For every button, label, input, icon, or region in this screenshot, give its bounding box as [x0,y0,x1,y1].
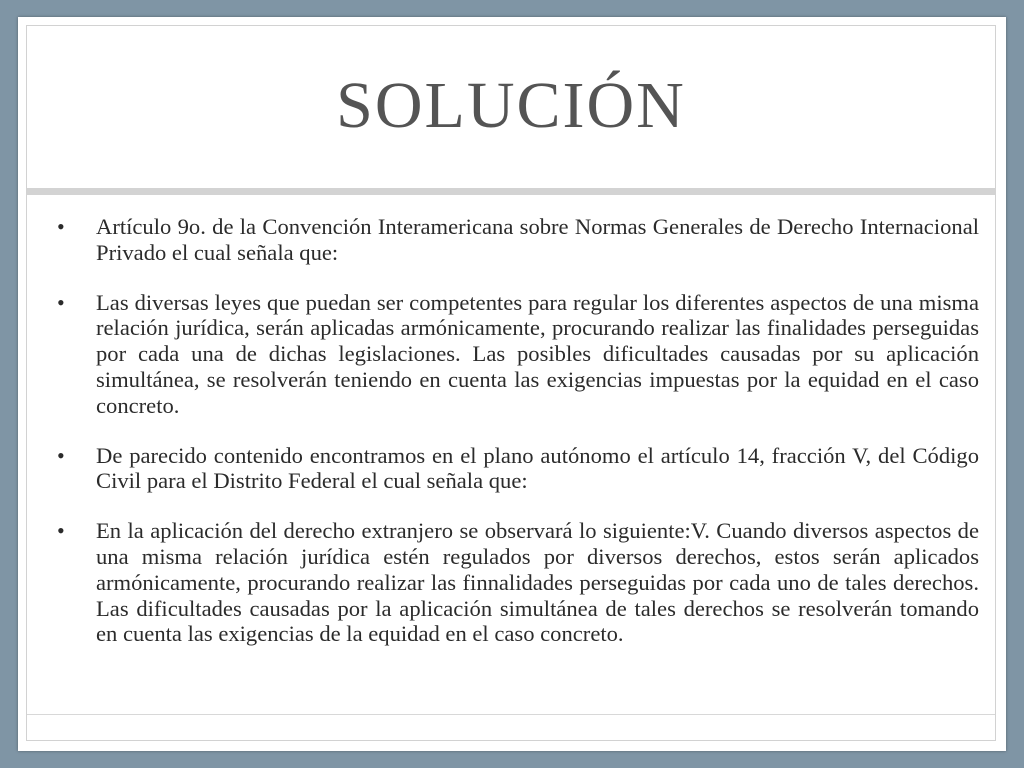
bullet-marker: • [57,214,65,239]
bullet-text: De parecido contenido encontramos en el plano autónomo el artículo 14, fracción V, del Código Civil para el Distrito Federal el cual señala que: [96,442,979,494]
bullet-marker: • [57,289,65,315]
bullet-text: Las diversas leyes que puedan ser competentes para regular los diferentes aspectos de una misma relación jurídica, serán aplicadas armónicamente, procurando realizar las finalidades perseguidas por cada una de dichas legislaciones. Las posibles dificultades causadas por su aplicación simultánea, se resolverán teniendo en cuenta las exigencias impuestas por la equidad en el caso concreto. [96,289,979,418]
slide-title: SOLUCIÓN [336,69,686,142]
bullet-text: Artículo 9o. de la Convención Interamericana sobre Normas Generales de Derecho Internacional Privado el cual señala que: [96,214,979,265]
slide [18,17,1006,751]
bullet-item-1 [51,214,979,266]
title-area [27,26,995,180]
bottom-divider [27,714,995,715]
slide-frame [26,25,996,741]
bullet-marker: • [57,442,65,468]
bullet-text: En la aplicación del derecho extranjero se observará lo siguiente:V. Cuando diversos aspectos de una misma relación jurídica estén regulados por diversos derechos, estos serán aplicados armónicamente, procurando realizar las finnalidades perseguidas por cada uno de tales derechos. Las dificultades causadas por la aplicación simultánea de tales derechos se resolverán tomando en cuenta las exigencias de la equidad en el caso concreto. [96,518,979,647]
bullet-list [51,214,979,671]
bullet-item-3 [51,443,979,495]
bullet-item-2 [51,290,979,419]
bullet-marker: • [57,518,65,544]
bullet-item-4 [51,518,979,647]
title-divider [27,188,995,195]
